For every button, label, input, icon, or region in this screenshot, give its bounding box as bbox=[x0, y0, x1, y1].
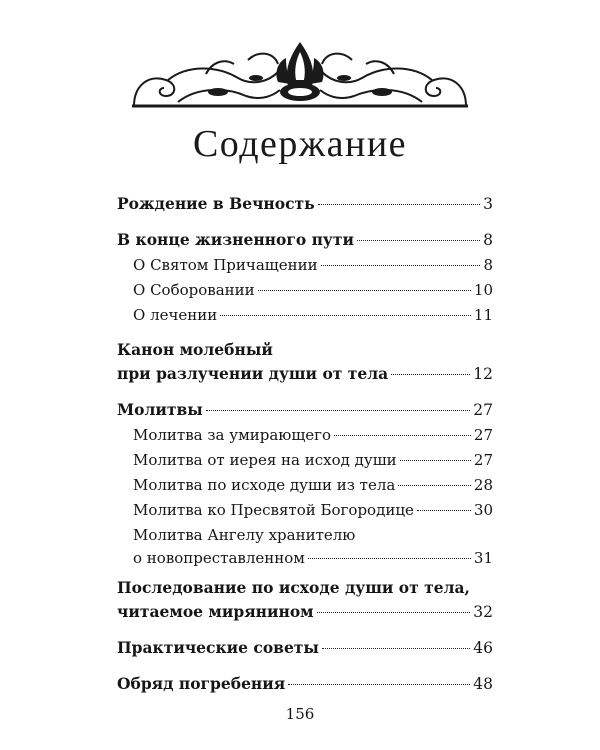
toc-entry-title: О лечении bbox=[133, 306, 218, 324]
toc-entry-title: Практические советы bbox=[117, 638, 319, 657]
toc-entry-title: В конце жизненного пути bbox=[117, 230, 354, 249]
toc-entry bbox=[117, 400, 493, 420]
dot-leader bbox=[357, 240, 480, 241]
toc-entry-page: 10 bbox=[473, 281, 493, 299]
dot-leader bbox=[317, 612, 471, 613]
dot-leader bbox=[398, 485, 471, 486]
toc-entry-page: 3 bbox=[483, 195, 493, 213]
dot-leader bbox=[220, 315, 471, 316]
toc-entry-page: 48 bbox=[473, 675, 493, 693]
toc-entry-page: 28 bbox=[473, 476, 493, 494]
toc-subentry bbox=[133, 450, 493, 470]
toc-entry bbox=[117, 638, 493, 658]
dot-leader bbox=[318, 204, 480, 205]
toc-entry-page: 12 bbox=[473, 365, 493, 383]
dot-leader bbox=[321, 265, 481, 266]
toc-entry bbox=[117, 602, 493, 622]
toc-subentry bbox=[133, 548, 493, 568]
toc-entry-page: 8 bbox=[483, 231, 493, 249]
toc-entry-title: Рождение в Вечность bbox=[117, 194, 315, 213]
dot-leader bbox=[288, 684, 470, 685]
toc-entry-page: 27 bbox=[473, 426, 493, 444]
toc-entry-title: Обряд погребения bbox=[117, 674, 286, 693]
toc-entry-page: 27 bbox=[473, 401, 493, 419]
dot-leader bbox=[322, 648, 470, 649]
toc-entry-title: Молитва по исходе души из тела bbox=[133, 476, 396, 494]
floral-ornament-headpiece bbox=[128, 34, 472, 110]
toc-entry bbox=[117, 230, 493, 250]
toc-subentry bbox=[133, 305, 493, 325]
dot-leader bbox=[417, 510, 471, 511]
toc-entry-title: Молитва от иерея на исход души bbox=[133, 451, 397, 469]
dot-leader bbox=[391, 374, 470, 375]
toc-entry-title-line1: Молитва Ангелу хранителю bbox=[133, 526, 356, 544]
dot-leader bbox=[206, 410, 470, 411]
toc-entry-title: читаемое мирянином bbox=[117, 602, 314, 621]
toc-entry bbox=[117, 364, 493, 384]
toc-entry-title: Молитва за умирающего bbox=[133, 426, 332, 444]
dot-leader bbox=[334, 435, 471, 436]
toc-entry-title: О Святом Причащении bbox=[133, 256, 318, 274]
page-number: 156 bbox=[285, 705, 315, 723]
page-title: Содержание bbox=[192, 123, 408, 165]
toc-entry-page: 31 bbox=[473, 549, 493, 567]
toc-entry-title-line1: Последование по исходе души от тела, bbox=[117, 578, 470, 597]
toc-entry-page: 46 bbox=[473, 639, 493, 657]
toc-entry-page: 30 bbox=[473, 501, 493, 519]
toc-entry-page: 32 bbox=[473, 603, 493, 621]
toc-subentry bbox=[133, 475, 493, 495]
toc-subentry bbox=[133, 280, 493, 300]
toc-subentry bbox=[133, 255, 493, 275]
toc-entry-title: о новопреставленном bbox=[133, 549, 305, 567]
toc-entry-page: 8 bbox=[483, 256, 493, 274]
dot-leader bbox=[308, 558, 471, 559]
toc-entry-title: при разлучении души от тела bbox=[117, 364, 389, 383]
toc-entry bbox=[117, 674, 493, 694]
toc-entry-title: Молитвы bbox=[117, 400, 203, 419]
toc-subentry bbox=[133, 425, 493, 445]
toc-entry-title-line1: Канон молебный bbox=[117, 340, 273, 359]
toc-entry bbox=[117, 194, 493, 214]
dot-leader bbox=[400, 460, 471, 461]
toc-entry-page: 27 bbox=[473, 451, 493, 469]
toc-entry-page: 11 bbox=[473, 306, 493, 324]
toc-entry-title: Молитва ко Пресвятой Богородице bbox=[133, 501, 414, 519]
toc-subentry bbox=[133, 500, 493, 520]
toc-entry-title: О Соборовании bbox=[133, 281, 255, 299]
dot-leader bbox=[258, 290, 471, 291]
